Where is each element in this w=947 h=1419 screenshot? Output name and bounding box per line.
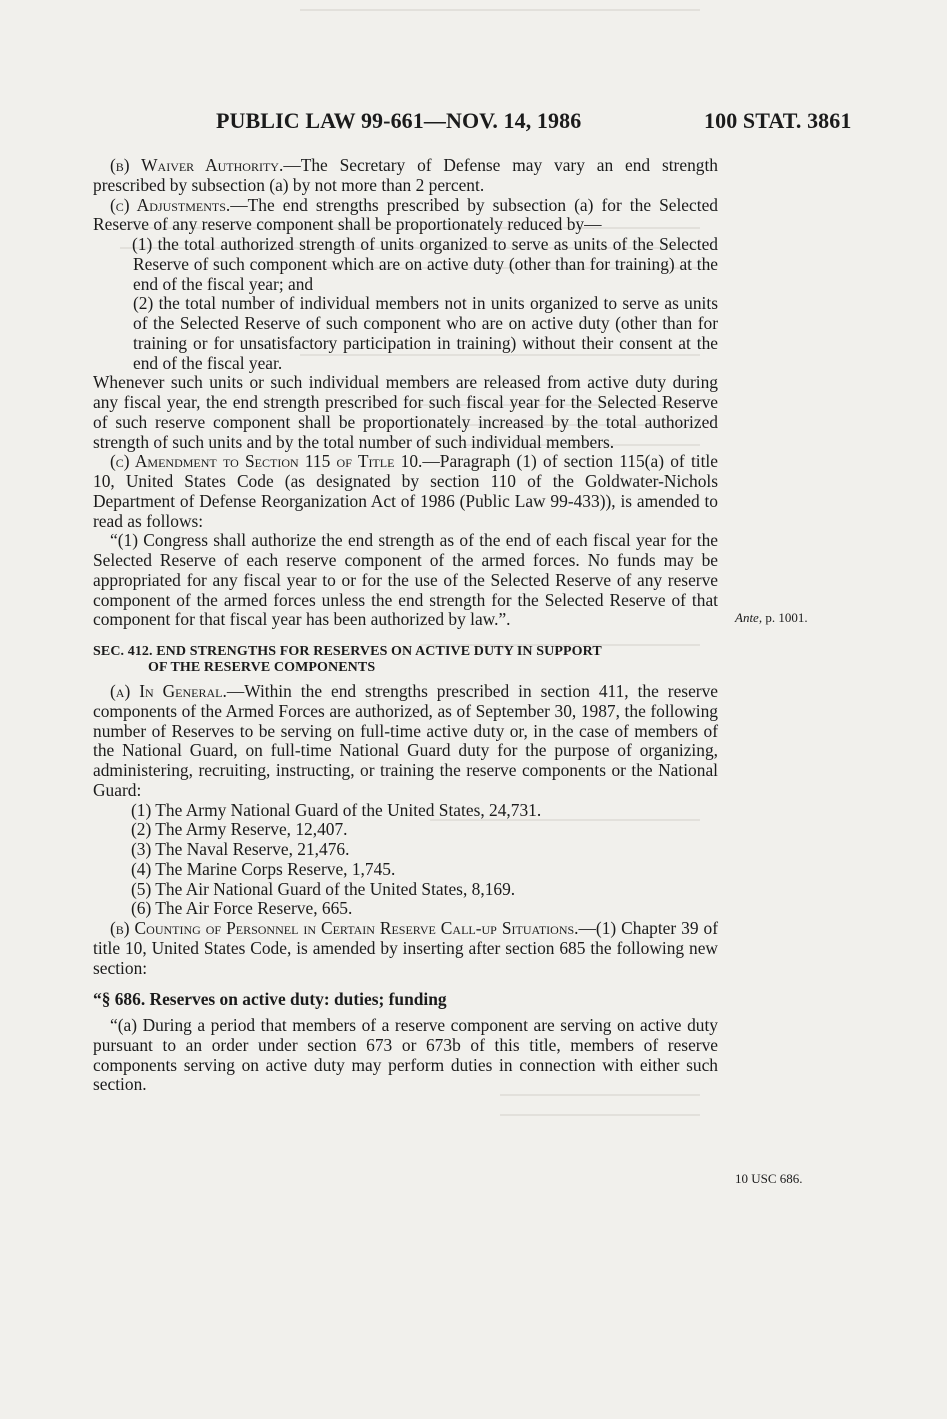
heading-counting: (b) Counting of Personnel in Certain Reserve Call-up Situations. — [110, 918, 579, 938]
section-686-a: “(a) During a period that members of a reserve component are serving on active duty pursuant to an order under section 673 or 673b of this title, members of reserve components serving on active duty may perform duties in connection with either such section. — [93, 1015, 718, 1095]
section-412-line1: SEC. 412. END STRENGTHS FOR RESERVES ON ACTIVE DUTY IN SUPPORT — [93, 644, 602, 659]
text-in-general: —Within the end strengths prescribed in section 411, the reserve components of the Armed Forces are authorized, as of September 30, 1987, the following number of Reserves to be serving on full-time active duty or, in the case of members of the National Guard, on full-time National Guard duty for the purpose of organizing, administering, recruiting, instructing, or training the reserve components or the National Guard: — [93, 681, 718, 800]
text-amendment: —Paragraph (1) of section 115(a) of title 10, United States Code (as designated by section 110 of the Goldwater-Nichols Department of Defense Reorganization Act of 1986 (Public Law 99-433)), is amended to read as follows: — [93, 451, 718, 531]
list-item-air-force-reserve: (6) The Air Force Reserve, 665. — [131, 898, 353, 919]
text-counting: —(1) Chapter 39 of title 10, United States Code, is amended by inserting after section 685 the following new section: — [93, 918, 718, 978]
margin-note-ante-page: p. 1001. — [762, 610, 808, 625]
section-412-line2: OF THE RESERVE COMPONENTS — [148, 660, 376, 675]
section-686-heading: “§ 686. Reserves on active duty: duties; funding — [93, 989, 447, 1010]
section-412-heading — [93, 644, 718, 676]
heading-adjustments: (c) Adjustments. — [110, 194, 231, 215]
list-item-marine-corps-reserve: (4) The Marine Corps Reserve, 1,745. — [131, 858, 396, 879]
list-item-army-reserve: (2) The Army Reserve, 12,407. — [131, 819, 348, 840]
paragraph-amendment — [93, 452, 718, 531]
heading-waiver: (b) Waiver Authority. — [110, 155, 284, 175]
quoted-paragraph-1: “(1) Congress shall authorize the end strength as of the end of each fiscal year for the Selected Reserve of each reserve component of the armed forces. No funds may be appropriated for any fiscal year to or for the use of the Selected Reserve of any reserve component of the armed forces unless the end strength for the Selected Reserve of that component for that fiscal year has been authorized by law.”. — [93, 530, 718, 630]
list-item-air-national-guard: (5) The Air National Guard of the United States, 8,169. — [131, 878, 516, 899]
list-item-army-national-guard: (1) The Army National Guard of the United States, 24,731. — [131, 799, 542, 820]
margin-note-usc: 10 USC 686. — [735, 1171, 803, 1186]
item-c1: (1) the total authorized strength of units organized to serve as units of the Selected Reserve of such component which are on active duty (other than for training) at the end of the fiscal year; and — [132, 234, 718, 294]
paragraph-waiver — [93, 156, 718, 196]
heading-in-general: (a) In General. — [110, 681, 227, 701]
margin-note-ante — [735, 610, 808, 626]
heading-amendment: (c) Amendment to Section 115 of Title 10. — [110, 451, 423, 472]
text-waiver: —The Secretary of Defense may vary an end strength prescribed by subsection (a) by not more than 2 percent. — [93, 155, 718, 195]
list-item-naval-reserve: (3) The Naval Reserve, 21,476. — [131, 839, 350, 859]
text-adjustments: —The end strengths prescribed by subsection (a) for the Selected Reserve of any reserve component shall be proportionately reduced by— — [93, 194, 718, 235]
paragraph-adjustments — [93, 196, 718, 236]
running-header-stat: 100 STAT. 3861 — [704, 108, 852, 133]
running-header-title: PUBLIC LAW 99-661—NOV. 14, 1986 — [216, 108, 582, 133]
paragraph-whenever: Whenever such units or such individual members are released from active duty during any fiscal year, the end strength prescribed for such fiscal year for the Selected Reserve of such reserve component shall be proportionately increased by the total authorized strength of such units and by the total number of such individual members. — [93, 372, 718, 452]
paragraph-counting — [93, 919, 718, 978]
paragraph-in-general — [93, 682, 718, 801]
item-c2: (2) the total number of individual members not in units organized to serve as units of the Selected Reserve of such component who are on active duty (other than for training or for unsatisfactory participation in training) without their consent at the end of the fiscal year. — [133, 293, 718, 373]
document-body — [93, 156, 718, 1095]
margin-note-ante-italic: Ante, — [735, 610, 763, 625]
